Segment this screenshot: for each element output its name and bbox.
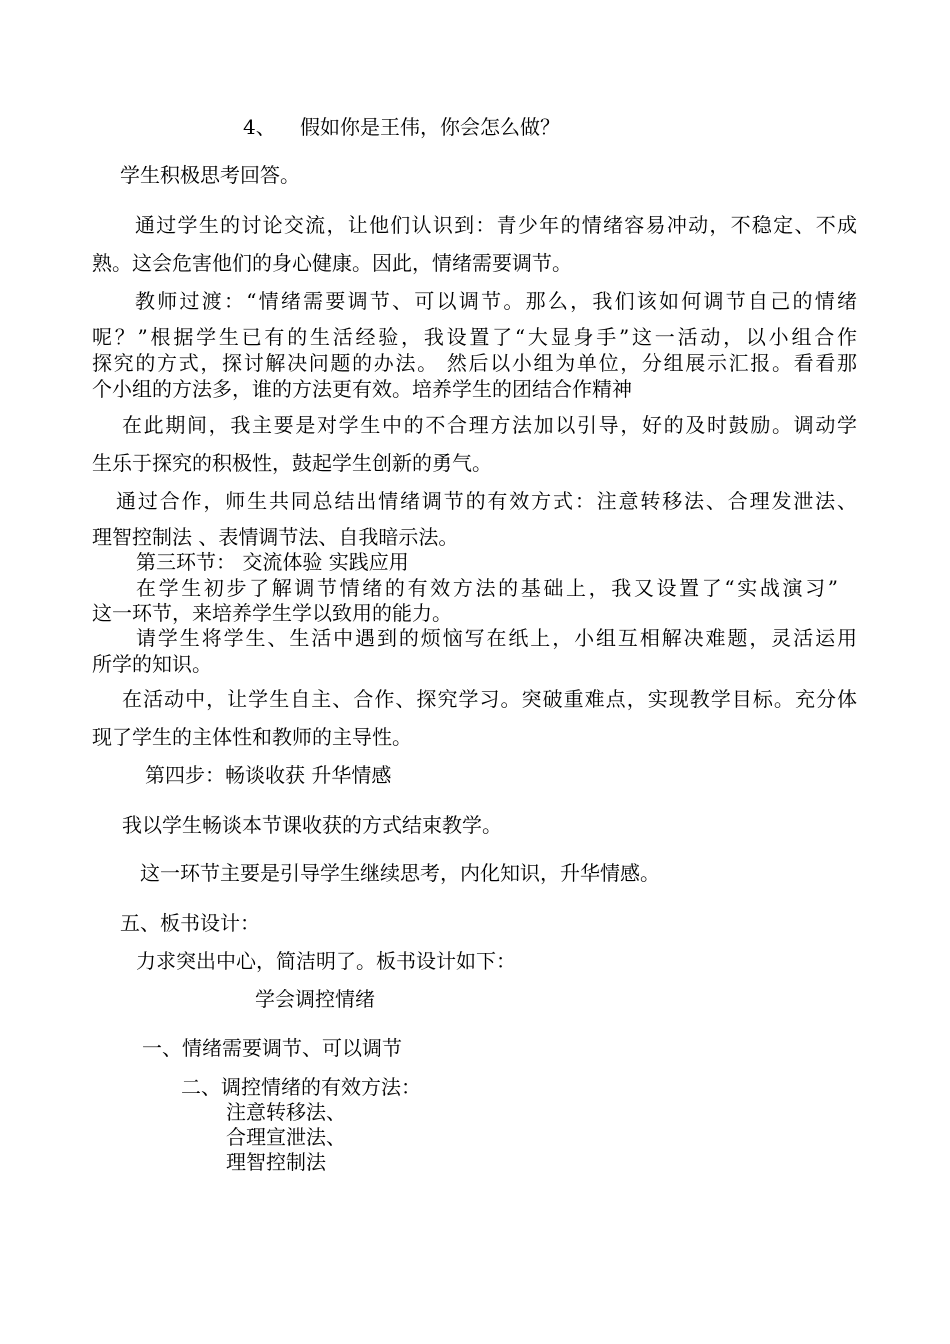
- discussion-line-1: 通过学生的讨论交流，让他们认识到：青少年的情绪容易冲动，不稳定、不成: [135, 213, 857, 237]
- section5-heading: 五、板书设计：: [120, 911, 260, 935]
- question-text: 假如你是王伟，你会怎么做？: [300, 115, 560, 139]
- summary-line-1: 通过合作，师生共同总结出情绪调节的有效方式：注意转移法、合理发泄法、: [116, 489, 857, 513]
- activity-line-1: 在活动中，让学生自主、合作、探究学习。突破重难点，实现教学目标。充分体: [122, 687, 857, 711]
- ending-text: 我以学生畅谈本节课收获的方式结束教学。: [122, 813, 502, 837]
- activity-line-2: 现了学生的主体性和教师的主导性。: [92, 725, 412, 749]
- question-number: 4、: [243, 115, 276, 139]
- discussion-line-2: 熟。这会危害他们的身心健康。因此，情绪需要调节。: [92, 251, 572, 275]
- transition-line-4: 个小组的方法多，谁的方法更有效。培养学生的团结合作精神: [92, 377, 632, 401]
- summary-line-2: 理智控制法 、表情调节法、自我暗示法。: [92, 525, 459, 549]
- board-point-2: 二、调控情绪的有效方法：: [181, 1075, 421, 1099]
- board-method-2: 合理宣泄法、: [226, 1125, 346, 1149]
- purpose-text: 这一环节主要是引导学生继续思考，内化知识，升华情感。: [140, 861, 660, 885]
- guidance-line-1: 在此期间，我主要是对学生中的不合理方法加以引导，好的及时鼓励。调动学: [122, 413, 857, 437]
- section4-heading: 第四步：畅谈收获 升华情感: [145, 763, 392, 787]
- worries-line-2: 所学的知识。: [92, 652, 212, 676]
- transition-line-1: 教师过渡：“情绪需要调节、可以调节。那么，我们该如何调节自己的情绪: [135, 289, 857, 313]
- practice-line-1: 在学生初步了解调节情绪的有效方法的基础上，我又设置了“实战演习”: [136, 576, 838, 600]
- transition-line-2: 呢？”根据学生已有的生活经验，我设置了“大显身手”这一活动，以小组合作: [92, 325, 857, 349]
- board-method-3: 理智控制法: [226, 1150, 326, 1174]
- board-method-1: 注意转移法、: [226, 1100, 346, 1124]
- practice-line-2: 这一环节，来培养学生学以致用的能力。: [92, 601, 452, 625]
- worries-line-1: 请学生将学生、生活中遇到的烦恼写在纸上，小组互相解决难题，灵活运用: [136, 626, 857, 650]
- board-point-1: 一、情绪需要调节、可以调节: [142, 1036, 402, 1060]
- transition-line-3: 探究的方式，探讨解决问题的办法。 然后以小组为单位，分组展示汇报。看看那: [92, 351, 857, 375]
- board-title: 学会调控情绪: [255, 987, 375, 1011]
- section3-heading: 第三环节： 交流体验 实践应用: [136, 550, 409, 574]
- board-intro: 力求突出中心，简洁明了。板书设计如下：: [136, 949, 516, 973]
- guidance-line-2: 生乐于探究的积极性，鼓起学生创新的勇气。: [92, 451, 492, 475]
- answer-note: 学生积极思考回答。: [120, 163, 300, 187]
